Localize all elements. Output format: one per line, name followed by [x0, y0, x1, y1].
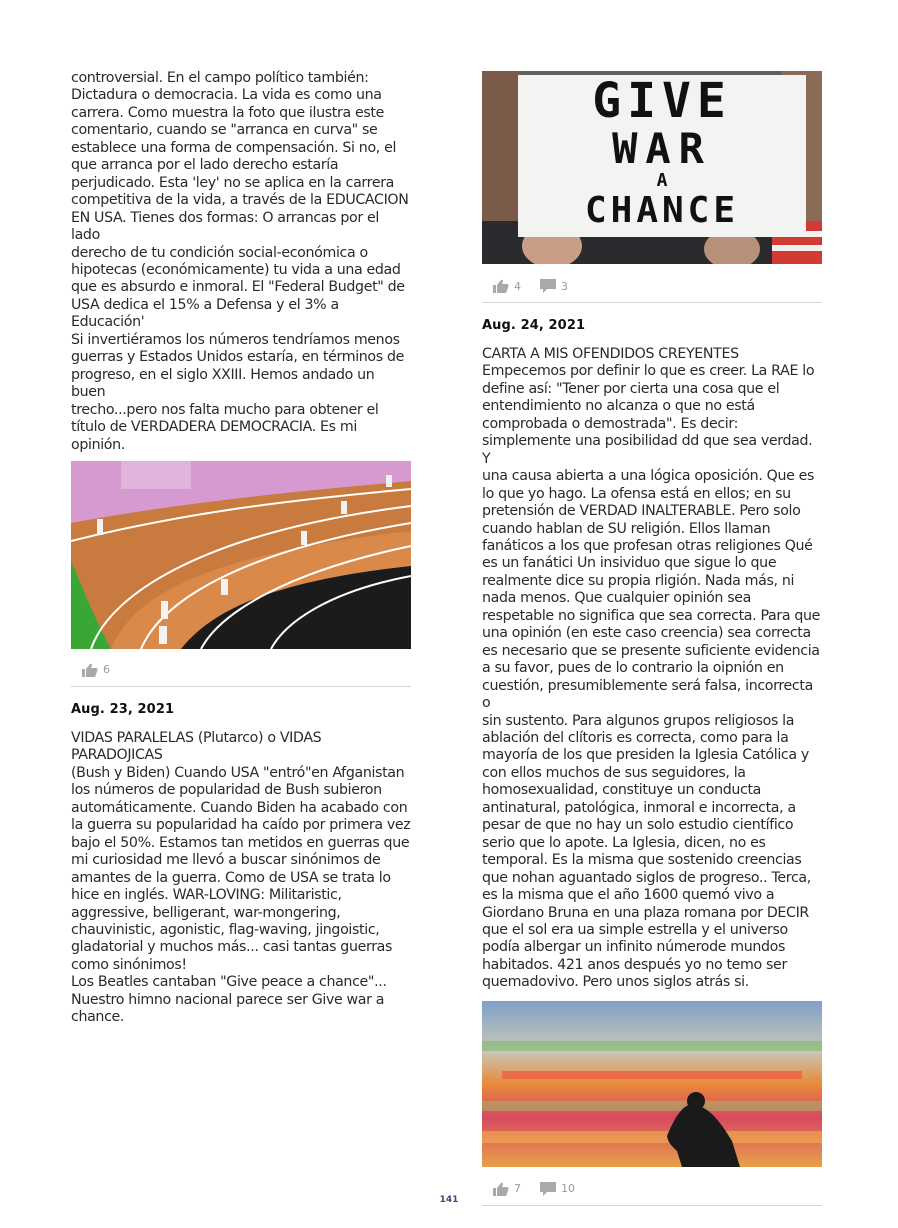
sunset-photo[interactable] — [482, 1001, 822, 1167]
like-count: 7 — [514, 1182, 521, 1196]
like-count: 6 — [103, 663, 110, 677]
comment-count: 3 — [561, 279, 568, 293]
sign-reactions — [482, 276, 823, 296]
post3-text: CARTA A MIS OFENDIDOS CREYENTES Empecemos por definir lo que es creer. La RAE lo define así: "Tener por cierta una cosa que el entendimiento no alcanza o que no está comprobada o demostrada". Es decir: simplemente una posibilidad dd que sea verdad. Y una causa abierta a una lógica oposición. Que es lo que yo hago. La ofensa está en ellos; en su pretensión de VERDAD INALTERABLE. Pero solo cuando hablan de SU religión. Ellos llaman fanáticos a los que profesan otras religiones Qué es un fanátici Un insividuo que sigue lo que realmente dice su propia rligión. Nada más, ni nada menos. Que cualquier opinión sea respetable no significa que sea correcta. Para que una opinión (en este caso creencia) sea correcta es necesario que se presente suficiente evidencia a su favor, pues de lo contrario la oipnión en cuestión, presumiblemente será falsa, incorrecta o sin sustento. Para algunos grupos religiosos la ablación del clítoris es correcta, como para la mayoría de los que presiden la Iglesia Católica y con ellos muchos de sus seguidores, la homosexualidad, constituye un conducta antinatural, patológica, inmoral e incorrecta, a pesar de que no hay un solo estudio científico serio que lo apote. La Iglesia, dicen, no es temporal. Es la misma que sostenido creencias que nohan aguantado siglos de progreso.. Terca, es la misma que el año 1600 quemó vivo a Giordano Bruna en una plaza romana por DECIR que el sol era ua simple estrella y el universo podía albergar un infinito númerode mundos habitados. 421 anos después yo no temo ser quemadovivo. Pero unos siglos atrás si. — [482, 346, 821, 991]
sign-line-give: GIVE — [592, 73, 732, 129]
thumbs-up-icon[interactable] — [492, 278, 510, 294]
post-date: Aug. 23, 2021 — [71, 701, 175, 717]
post-date: Aug. 24, 2021 — [482, 318, 586, 333]
post1-text: controversial. En el campo político también: Dictadura o democracia. La vida es como una carrera. Como muestra la foto que ilustra este comentario, cuando se "arranca en curva" se establece una forma de compensación. Si no, el que arranca por el lado derecho estaría perjudicado. Esta 'ley' no se aplica en la carrera competitiva de la vida, a través de la EDUCACION EN USA. Tienes dos formas: O arrancas por el lado derecho de tu condición social-económica o hipotecas (económicamente) tu vida a una edad que es absurdo e inmoral. El "Federal Budget" de USA dedica el 15% a Defensa y el 3% a Educación' Si invertiéramos los números tendríamos menos guerras y Estados Unidos estaría, en términos de progreso, en el siglo XXIII. Hemos andado un buen trecho...pero nos falta mucho para obtener el título de VERDADERA DEMOCRACIA. Es mi opinión. — [71, 70, 409, 453]
divider — [71, 686, 411, 687]
track-reactions — [71, 660, 412, 680]
left-column — [71, 70, 412, 1027]
sign-line-war: WAR — [612, 124, 712, 173]
thumbs-up-icon[interactable] — [81, 662, 99, 678]
like-count: 4 — [514, 279, 521, 293]
comment-icon[interactable] — [539, 278, 557, 294]
sign-line-a: A — [656, 170, 668, 191]
track-photo[interactable] — [71, 461, 411, 649]
comment-count: 10 — [561, 1182, 575, 1196]
page-number: 141 — [439, 1195, 459, 1205]
divider — [482, 302, 822, 303]
sunset-illustration — [482, 1001, 822, 1167]
track-illustration — [71, 461, 411, 649]
give-war-sign-photo[interactable] — [482, 71, 822, 264]
sign-line-chance: CHANCE — [584, 190, 740, 231]
sign-text — [518, 75, 806, 237]
right-column — [482, 70, 823, 1206]
post2-text: VIDAS PARALELAS (Plutarco) o VIDAS PARADOJICAS (Bush y Biden) Cuando USA "entró"en Afganistan los números de popularidad de Bush subieron automáticamente. Cuando Biden ha acabado con la guerra su popularidad ha caído por primera vez bajo el 50%. Estamos tan metidos en guerras que mi curiosidad me llevó a buscar sinónimos de amantes de la guerra. Como de USA se trata lo hice en inglés. WAR-LOVING: Militaristic, aggressive, belligerant, war-mongering, chauvinistic, agonistic, flag-waving, jingoistic, gladatorial y muchos más... casi tantas guerras como sinónimos! Los Beatles cantaban "Give peace a chance"... Nuestro himno nacional parece ser Give war a chance. — [71, 729, 411, 1026]
